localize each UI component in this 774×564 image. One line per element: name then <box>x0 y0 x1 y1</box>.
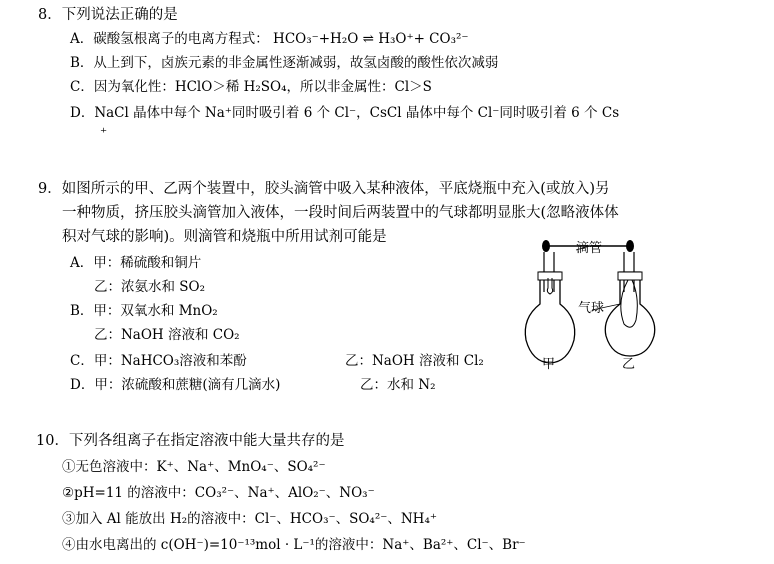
q8-stem: 8．下列说法正确的是 <box>38 7 178 23</box>
q10-item-4: ④由水电离出的 c(OH⁻)=10⁻¹³mol · L⁻¹的溶液中：Na⁺、Ba²⁺、Cl⁻、Br⁻ <box>62 537 526 553</box>
q9-option-a-yi: 乙：浓氨水和 SO₂ <box>94 279 206 295</box>
balloon-label: 气球 <box>578 301 605 316</box>
q8-option-a: A．碳酸氢根离子的电离方程式： HCO₃⁻+H₂O ⇌ H₃O⁺+ CO₃²⁻ <box>70 31 469 47</box>
q9-option-d-jia: D．甲：浓硫酸和蔗糖(滴有几滴水) <box>70 377 281 393</box>
q10-item-3: ③加入 Al 能放出 H₂的溶液中：Cl⁻、HCO₃⁻、SO₄²⁻、NH₄⁺ <box>62 511 437 527</box>
q9-stem-line-2: 一种物质，挤压胶头滴管加入液体，一段时间后两装置中的气球都明显胀大(忽略液体体 <box>62 205 619 221</box>
q9-option-c-jia: C．甲：NaHCO₃溶液和苯酚 <box>70 353 247 369</box>
flask-yi-label: 乙 <box>622 357 636 372</box>
q10-stem: 10．下列各组离子在指定溶液中能大量共存的是 <box>36 433 345 449</box>
apparatus-figure <box>520 232 670 382</box>
q9-option-b-jia: B．甲：双氧水和 MnO₂ <box>70 303 218 319</box>
dropper-label: 滴管 <box>576 241 603 256</box>
q8-option-d-continued: ⁺ <box>100 125 108 141</box>
q9-option-c-yi: 乙：NaOH 溶液和 Cl₂ <box>345 353 484 369</box>
q10-item-1: ①无色溶液中：K⁺、Na⁺、MnO₄⁻、SO₄²⁻ <box>62 459 326 475</box>
q9-stem-line-3: 积对气球的影响)。则滴管和烧瓶中所用试剂可能是 <box>62 229 387 245</box>
q9-option-a-jia: A．甲：稀硫酸和铜片 <box>70 255 202 271</box>
q9-option-b-yi: 乙：NaOH 溶液和 CO₂ <box>94 327 240 343</box>
flask-jia-label: 甲 <box>542 357 556 372</box>
q8-option-b: B．从上到下，卤族元素的非金属性逐渐减弱，故氢卤酸的酸性依次减弱 <box>70 55 499 71</box>
q10-item-2: ②pH=11 的溶液中：CO₃²⁻、Na⁺、AlO₂⁻、NO₃⁻ <box>62 485 375 501</box>
q8-option-d: D．NaCl 晶体中每个 Na⁺同时吸引着 6 个 Cl⁻，CsCl 晶体中每个 Cl⁻同时吸引着 6 个 Cs <box>70 105 620 121</box>
q9-option-d-yi: 乙：水和 N₂ <box>360 377 436 393</box>
q8-option-c: C．因为氧化性：HClO＞稀 H₂SO₄，所以非金属性：Cl＞S <box>70 79 432 95</box>
q9-stem-line-1: 9．如图所示的甲、乙两个装置中，胶头滴管中吸入某种液体，平底烧瓶中充入(或放入)另 <box>38 181 610 197</box>
